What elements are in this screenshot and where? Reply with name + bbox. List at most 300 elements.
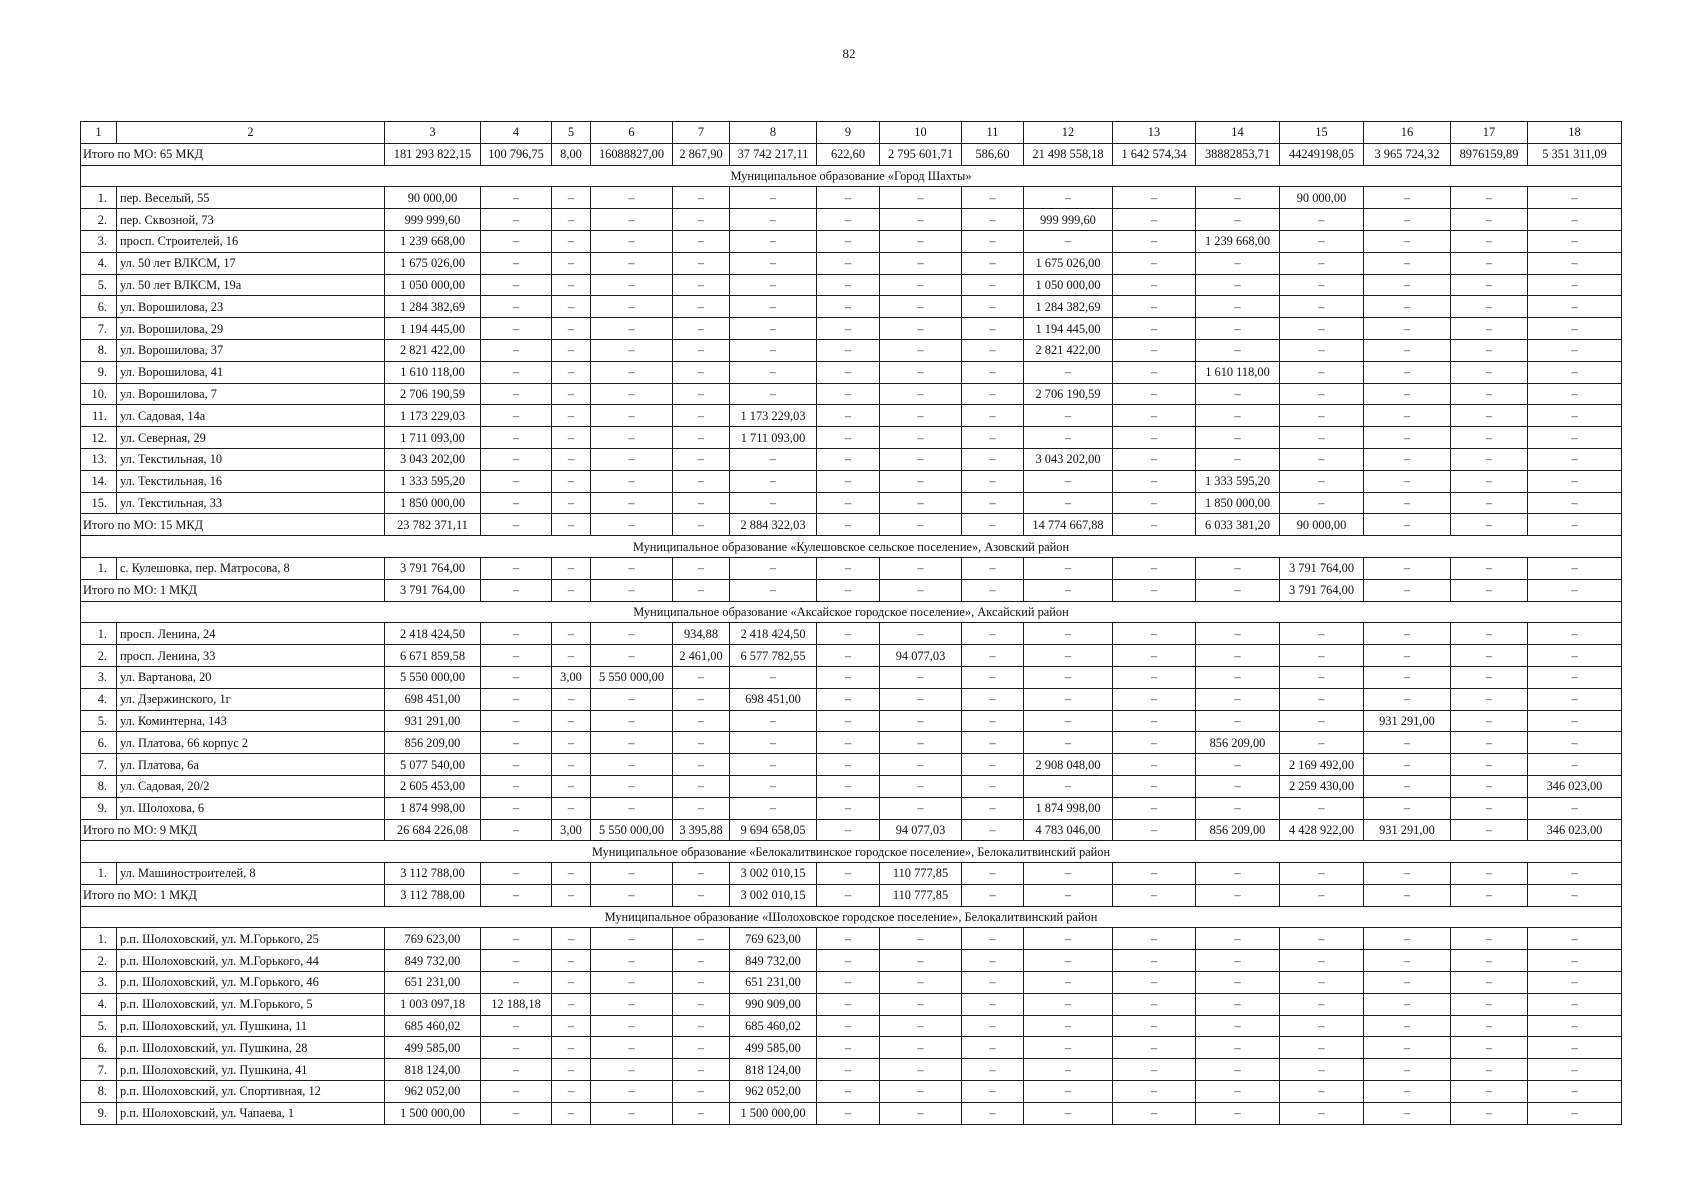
row-number: 1. — [81, 623, 117, 645]
value-cell: – — [1024, 470, 1113, 492]
value-cell: – — [1280, 863, 1364, 885]
row-number: 8. — [81, 775, 117, 797]
table-row — [81, 252, 1622, 274]
section-header-row — [81, 841, 1622, 863]
value-cell: – — [552, 645, 591, 667]
value-cell: – — [591, 187, 673, 209]
value-cell: – — [1196, 557, 1280, 579]
value-cell: – — [1280, 710, 1364, 732]
total-label: Итого по МО: 1 МКД — [81, 579, 385, 601]
value-cell: – — [1364, 623, 1451, 645]
value-cell: – — [730, 710, 817, 732]
value-cell: – — [552, 1015, 591, 1037]
value-cell: – — [880, 470, 962, 492]
value-cell: – — [730, 775, 817, 797]
value-cell: – — [552, 710, 591, 732]
column-header: 1 — [81, 122, 117, 144]
value-cell: – — [1024, 1015, 1113, 1037]
value-cell: – — [591, 514, 673, 536]
column-header: 16 — [1364, 122, 1451, 144]
value-cell: – — [1528, 470, 1622, 492]
row-number: 3. — [81, 230, 117, 252]
value-cell: – — [673, 427, 730, 449]
value-cell: – — [673, 361, 730, 383]
total-cost-cell: 2 706 190,59 — [385, 383, 481, 405]
value-cell: – — [481, 230, 552, 252]
value-cell: – — [817, 884, 880, 906]
value-cell: – — [1451, 754, 1528, 776]
value-cell: 37 742 217,11 — [730, 143, 817, 165]
value-cell: – — [730, 666, 817, 688]
value-cell: – — [1113, 187, 1196, 209]
value-cell: – — [1196, 863, 1280, 885]
value-cell: 931 291,00 — [1364, 710, 1451, 732]
table-row — [81, 623, 1622, 645]
total-cost-cell: 181 293 822,15 — [385, 143, 481, 165]
total-cost-cell: 499 585,00 — [385, 1037, 481, 1059]
value-cell: – — [591, 732, 673, 754]
total-cost-cell: 3 791 764,00 — [385, 579, 481, 601]
address-cell: ул. Шолохова, 6 — [117, 797, 385, 819]
value-cell: – — [552, 928, 591, 950]
value-cell: – — [1451, 427, 1528, 449]
value-cell: – — [817, 448, 880, 470]
value-cell: – — [1196, 1081, 1280, 1103]
value-cell: – — [552, 470, 591, 492]
value-cell: – — [1024, 884, 1113, 906]
value-cell: – — [962, 623, 1024, 645]
table-row — [81, 361, 1622, 383]
row-number: 2. — [81, 645, 117, 667]
value-cell: – — [962, 557, 1024, 579]
value-cell: – — [1113, 361, 1196, 383]
address-cell: ул. 50 лет ВЛКСМ, 19а — [117, 274, 385, 296]
value-cell: – — [1024, 732, 1113, 754]
value-cell: – — [1364, 383, 1451, 405]
value-cell: – — [1280, 296, 1364, 318]
value-cell: – — [1113, 797, 1196, 819]
table-row — [81, 448, 1622, 470]
value-cell: – — [481, 209, 552, 231]
value-cell: – — [962, 928, 1024, 950]
value-cell: 4 428 922,00 — [1280, 819, 1364, 841]
value-cell: – — [880, 710, 962, 732]
section-title: Муниципальное образование «Белокалитвинское городское поселение», Белокалитвинский район — [81, 841, 1622, 863]
section-title: Муниципальное образование «Шолоховское городское поселение», Белокалитвинский район — [81, 906, 1622, 928]
value-cell: – — [962, 274, 1024, 296]
value-cell: – — [1113, 209, 1196, 231]
value-cell: 2 884 322,03 — [730, 514, 817, 536]
value-cell: – — [1364, 470, 1451, 492]
value-cell: – — [1451, 579, 1528, 601]
table-row — [81, 209, 1622, 231]
total-row — [81, 514, 1622, 536]
value-cell: – — [817, 296, 880, 318]
total-row — [81, 884, 1622, 906]
value-cell: – — [1364, 579, 1451, 601]
address-cell: пер. Веселый, 55 — [117, 187, 385, 209]
value-cell: – — [481, 645, 552, 667]
table-row — [81, 405, 1622, 427]
row-number: 4. — [81, 252, 117, 274]
value-cell: – — [1364, 884, 1451, 906]
value-cell: – — [1280, 972, 1364, 994]
value-cell: – — [1364, 448, 1451, 470]
total-cost-cell: 3 112 788,00 — [385, 884, 481, 906]
value-cell: – — [1364, 1037, 1451, 1059]
value-cell: – — [481, 1015, 552, 1037]
row-number: 7. — [81, 1059, 117, 1081]
value-cell: – — [880, 405, 962, 427]
value-cell: – — [730, 754, 817, 776]
value-cell: – — [1364, 928, 1451, 950]
value-cell: – — [962, 492, 1024, 514]
value-cell: 346 023,00 — [1528, 775, 1622, 797]
value-cell: 1 333 595,20 — [1196, 470, 1280, 492]
value-cell: 685 460,02 — [730, 1015, 817, 1037]
value-cell: – — [1364, 230, 1451, 252]
value-cell: – — [673, 1081, 730, 1103]
value-cell: – — [591, 427, 673, 449]
value-cell: – — [730, 339, 817, 361]
value-cell: – — [673, 514, 730, 536]
value-cell: – — [1280, 230, 1364, 252]
value-cell: – — [1196, 318, 1280, 340]
address-cell: ул. Коминтерна, 143 — [117, 710, 385, 732]
value-cell: 2 169 492,00 — [1280, 754, 1364, 776]
value-cell: – — [880, 1037, 962, 1059]
value-cell: – — [1364, 1015, 1451, 1037]
row-number: 8. — [81, 1081, 117, 1103]
value-cell: 931 291,00 — [1364, 819, 1451, 841]
value-cell: – — [552, 252, 591, 274]
value-cell: – — [1528, 448, 1622, 470]
value-cell: – — [1280, 383, 1364, 405]
value-cell: – — [880, 361, 962, 383]
value-cell: – — [1451, 1059, 1528, 1081]
table-row — [81, 754, 1622, 776]
value-cell: – — [552, 274, 591, 296]
value-cell: – — [1024, 187, 1113, 209]
table-row — [81, 427, 1622, 449]
value-cell: – — [817, 427, 880, 449]
address-cell: ул. Садовая, 20/2 — [117, 775, 385, 797]
value-cell: – — [1196, 666, 1280, 688]
value-cell: – — [1280, 688, 1364, 710]
value-cell: – — [1451, 666, 1528, 688]
value-cell: – — [1196, 710, 1280, 732]
value-cell: – — [962, 754, 1024, 776]
value-cell: – — [481, 492, 552, 514]
value-cell: – — [1024, 623, 1113, 645]
value-cell: – — [1113, 470, 1196, 492]
value-cell: – — [1024, 1102, 1113, 1124]
value-cell: – — [481, 383, 552, 405]
value-cell: – — [1451, 928, 1528, 950]
value-cell: – — [1280, 252, 1364, 274]
total-cost-cell: 698 451,00 — [385, 688, 481, 710]
value-cell: – — [1196, 623, 1280, 645]
total-cost-cell: 26 684 226,08 — [385, 819, 481, 841]
value-cell: – — [880, 623, 962, 645]
value-cell: – — [591, 339, 673, 361]
column-header: 17 — [1451, 122, 1528, 144]
value-cell: – — [880, 1059, 962, 1081]
value-cell: – — [880, 492, 962, 514]
value-cell: – — [1196, 950, 1280, 972]
value-cell: – — [673, 884, 730, 906]
value-cell: 6 577 782,55 — [730, 645, 817, 667]
section-title: Муниципальное образование «Кулешовское сельское поселение», Азовский район — [81, 536, 1622, 558]
value-cell: 1 711 093,00 — [730, 427, 817, 449]
table-row — [81, 470, 1622, 492]
value-cell: – — [817, 579, 880, 601]
value-cell: – — [730, 470, 817, 492]
value-cell: – — [481, 623, 552, 645]
value-cell: – — [880, 252, 962, 274]
value-cell: – — [817, 972, 880, 994]
value-cell: – — [481, 950, 552, 972]
value-cell: – — [591, 928, 673, 950]
value-cell: – — [1196, 1059, 1280, 1081]
value-cell: – — [1364, 427, 1451, 449]
value-cell: – — [481, 972, 552, 994]
total-cost-cell: 651 231,00 — [385, 972, 481, 994]
value-cell: – — [1024, 230, 1113, 252]
value-cell: 990 909,00 — [730, 993, 817, 1015]
value-cell: – — [1528, 230, 1622, 252]
value-cell: – — [673, 797, 730, 819]
value-cell: – — [817, 797, 880, 819]
value-cell: – — [1364, 252, 1451, 274]
value-cell: – — [880, 688, 962, 710]
value-cell: 3,00 — [552, 819, 591, 841]
value-cell: – — [1280, 339, 1364, 361]
value-cell: – — [1024, 972, 1113, 994]
value-cell: – — [1113, 318, 1196, 340]
value-cell: – — [1364, 993, 1451, 1015]
value-cell: – — [1528, 666, 1622, 688]
value-cell: 5 550 000,00 — [591, 666, 673, 688]
value-cell: – — [1196, 688, 1280, 710]
value-cell: – — [591, 296, 673, 318]
value-cell: – — [1196, 405, 1280, 427]
table-row — [81, 492, 1622, 514]
value-cell: – — [1196, 383, 1280, 405]
value-cell: – — [1280, 427, 1364, 449]
value-cell: 2 418 424,50 — [730, 623, 817, 645]
value-cell: – — [880, 972, 962, 994]
value-cell: – — [1528, 187, 1622, 209]
address-cell: ул. Ворошилова, 7 — [117, 383, 385, 405]
address-cell: просп. Ленина, 33 — [117, 645, 385, 667]
value-cell: 5 550 000,00 — [591, 819, 673, 841]
total-cost-cell: 2 418 424,50 — [385, 623, 481, 645]
value-cell: – — [1364, 492, 1451, 514]
value-cell: – — [481, 884, 552, 906]
value-cell: – — [730, 296, 817, 318]
value-cell: – — [962, 187, 1024, 209]
value-cell: – — [552, 579, 591, 601]
value-cell: – — [1528, 492, 1622, 514]
value-cell: – — [1113, 972, 1196, 994]
value-cell: – — [817, 1059, 880, 1081]
value-cell: – — [1113, 448, 1196, 470]
value-cell: – — [817, 863, 880, 885]
value-cell: – — [730, 187, 817, 209]
value-cell: – — [1451, 1102, 1528, 1124]
value-cell: – — [1528, 274, 1622, 296]
value-cell: – — [1451, 950, 1528, 972]
row-number: 9. — [81, 797, 117, 819]
table-row — [81, 950, 1622, 972]
value-cell: – — [591, 754, 673, 776]
value-cell: – — [817, 339, 880, 361]
total-cost-cell: 849 732,00 — [385, 950, 481, 972]
column-header: 12 — [1024, 122, 1113, 144]
value-cell: 1 874 998,00 — [1024, 797, 1113, 819]
value-cell: – — [673, 274, 730, 296]
value-cell: 110 777,85 — [880, 863, 962, 885]
value-cell: – — [962, 230, 1024, 252]
value-cell: – — [481, 579, 552, 601]
section-title: Муниципальное образование «Аксайское городское поселение», Аксайский район — [81, 601, 1622, 623]
table-row — [81, 230, 1622, 252]
value-cell: – — [817, 492, 880, 514]
register-table — [80, 121, 1622, 1125]
value-cell: 110 777,85 — [880, 884, 962, 906]
value-cell: 9 694 658,05 — [730, 819, 817, 841]
value-cell: – — [1528, 863, 1622, 885]
value-cell: – — [673, 775, 730, 797]
value-cell: – — [552, 732, 591, 754]
address-cell: ул. Вартанова, 20 — [117, 666, 385, 688]
total-cost-cell: 23 782 371,11 — [385, 514, 481, 536]
value-cell: – — [880, 754, 962, 776]
address-cell: ул. Платова, 66 корпус 2 — [117, 732, 385, 754]
value-cell: 1 173 229,03 — [730, 405, 817, 427]
value-cell: – — [730, 557, 817, 579]
address-cell: ул. Текстильная, 10 — [117, 448, 385, 470]
value-cell: – — [1364, 187, 1451, 209]
value-cell: – — [591, 797, 673, 819]
total-cost-cell: 1 333 595,20 — [385, 470, 481, 492]
value-cell: – — [1280, 732, 1364, 754]
value-cell: 38882853,71 — [1196, 143, 1280, 165]
total-cost-cell: 1 050 000,00 — [385, 274, 481, 296]
value-cell: – — [552, 339, 591, 361]
value-cell: – — [552, 972, 591, 994]
value-cell: – — [817, 557, 880, 579]
value-cell: – — [673, 318, 730, 340]
table-row — [81, 666, 1622, 688]
value-cell: – — [817, 470, 880, 492]
value-cell: – — [1451, 732, 1528, 754]
value-cell: – — [962, 775, 1024, 797]
value-cell: – — [817, 1102, 880, 1124]
value-cell: – — [962, 688, 1024, 710]
value-cell: – — [673, 1102, 730, 1124]
value-cell: – — [817, 688, 880, 710]
value-cell: – — [552, 427, 591, 449]
value-cell: 8976159,89 — [1451, 143, 1528, 165]
value-cell: – — [481, 339, 552, 361]
value-cell: – — [481, 1102, 552, 1124]
value-cell: – — [880, 993, 962, 1015]
value-cell: 3 043 202,00 — [1024, 448, 1113, 470]
value-cell: – — [673, 383, 730, 405]
value-cell: – — [1196, 754, 1280, 776]
total-cost-cell: 1 003 097,18 — [385, 993, 481, 1015]
value-cell: – — [880, 1102, 962, 1124]
value-cell: – — [1451, 993, 1528, 1015]
value-cell: – — [1528, 928, 1622, 950]
value-cell: – — [1451, 623, 1528, 645]
value-cell: – — [1451, 296, 1528, 318]
value-cell: – — [730, 492, 817, 514]
value-cell: 849 732,00 — [730, 950, 817, 972]
value-cell: 1 194 445,00 — [1024, 318, 1113, 340]
row-number: 7. — [81, 754, 117, 776]
value-cell: – — [1280, 318, 1364, 340]
value-cell: – — [817, 666, 880, 688]
column-header: 15 — [1280, 122, 1364, 144]
column-header: 9 — [817, 122, 880, 144]
total-cost-cell: 962 052,00 — [385, 1081, 481, 1103]
value-cell: – — [1528, 361, 1622, 383]
value-cell: – — [880, 339, 962, 361]
value-cell: – — [1280, 448, 1364, 470]
value-cell: – — [817, 383, 880, 405]
value-cell: – — [817, 993, 880, 1015]
value-cell: – — [552, 361, 591, 383]
row-number: 1. — [81, 863, 117, 885]
address-cell: ул. Ворошилова, 23 — [117, 296, 385, 318]
table-row — [81, 863, 1622, 885]
row-number: 6. — [81, 1037, 117, 1059]
value-cell: – — [1528, 797, 1622, 819]
table-row — [81, 732, 1622, 754]
value-cell: – — [1113, 427, 1196, 449]
value-cell: 1 500 000,00 — [730, 1102, 817, 1124]
value-cell: 3 965 724,32 — [1364, 143, 1451, 165]
value-cell: – — [1364, 514, 1451, 536]
value-cell: – — [1196, 579, 1280, 601]
value-cell: 2 706 190,59 — [1024, 383, 1113, 405]
value-cell: – — [1364, 797, 1451, 819]
value-cell: – — [1364, 1102, 1451, 1124]
value-cell: – — [817, 819, 880, 841]
table-row — [81, 1059, 1622, 1081]
value-cell: – — [591, 972, 673, 994]
value-cell: – — [1024, 666, 1113, 688]
value-cell: – — [552, 492, 591, 514]
value-cell: – — [1451, 448, 1528, 470]
value-cell: – — [1451, 557, 1528, 579]
value-cell: – — [1196, 1037, 1280, 1059]
total-cost-cell: 3 043 202,00 — [385, 448, 481, 470]
address-cell: ул. Платова, 6а — [117, 754, 385, 776]
value-cell: – — [1528, 427, 1622, 449]
total-cost-cell: 3 791 764,00 — [385, 557, 481, 579]
value-cell: – — [962, 514, 1024, 536]
value-cell: – — [1364, 688, 1451, 710]
value-cell: – — [1528, 688, 1622, 710]
value-cell: – — [1364, 1059, 1451, 1081]
value-cell: – — [1528, 339, 1622, 361]
row-number: 2. — [81, 950, 117, 972]
row-number: 4. — [81, 993, 117, 1015]
